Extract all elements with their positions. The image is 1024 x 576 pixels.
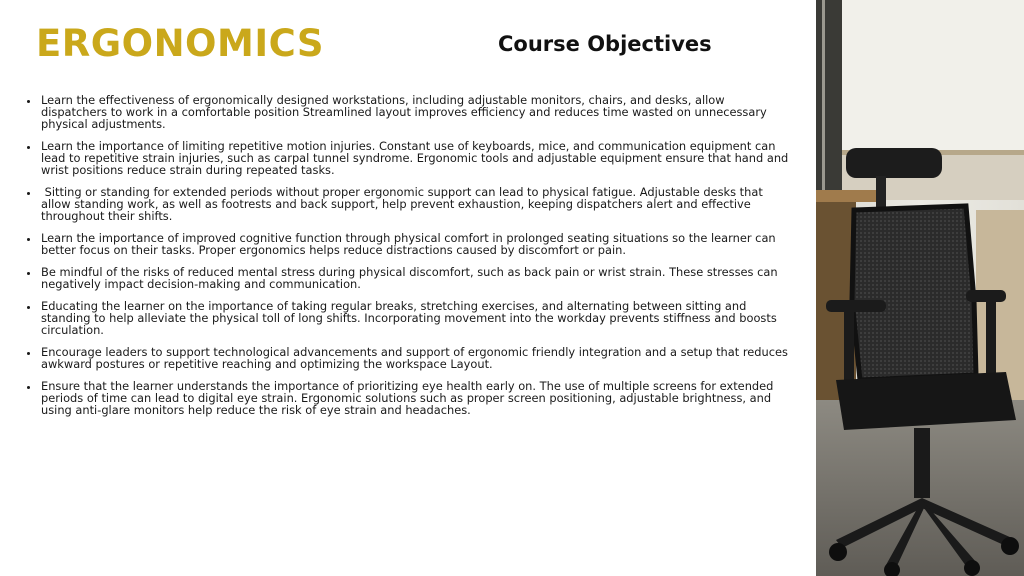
section-heading: Course Objectives bbox=[498, 32, 712, 56]
objective-item: • Learn the importance of limiting repetitive motion injuries. Constant use of keyboards, mice, and communication equipment can lead to repetitive strain injuries, such as carpal tunnel syndrome. Ergonomic tools and adjustable equipment ensure that hand and wrist positions reduce strain during repeated tasks. bbox=[40, 140, 792, 176]
objective-item: • Encourage leaders to support technological advancements and support of ergonomic friendly integration and a setup that reduces awkward postures or repetitive reaching and optimizing the workspace Layout. bbox=[40, 346, 792, 370]
objective-item: • Learn the effectiveness of ergonomically designed workstations, including adjustable monitors, chairs, and desks, allow dispatchers to work in a comfortable position Streamlined layout improves efficiency and reduces time wasted on unnecessary physical adjustments. bbox=[40, 94, 792, 130]
objective-item: • Educating the learner on the importance of taking regular breaks, stretching exercises, and alternating between sitting and standing to help alleviate the physical toll of long shifts. Incorporating movement into the workday prevents stiffness and boosts circulation. bbox=[40, 300, 792, 336]
objective-item: • Learn the importance of improved cognitive function through physical comfort in prolonged seating situations so the learner can better focus on their tasks. Proper ergonomics helps reduce distractions caused by discomfort or pain. bbox=[40, 232, 792, 256]
office-chair-photo bbox=[816, 0, 1024, 576]
objective-item: • Sitting or standing for extended periods without proper ergonomic support can lead to physical fatigue. Adjustable desks that allow standing work, as well as footrests and back support, help prevent exhaustion, keeping dispatchers alert and effective throughout their shifts. bbox=[40, 186, 792, 222]
objectives-list bbox=[22, 94, 792, 426]
objective-item: • Ensure that the learner understands the importance of prioritizing eye health early on. The use of multiple screens for extended periods of time can lead to digital eye strain. Ergonomic solutions such as proper screen positioning, adjustable brightness, and using anti-glare monitors help reduce the risk of eye strain and headaches. bbox=[40, 380, 792, 416]
brand-title: ERGONOMICS bbox=[36, 22, 325, 65]
objective-item: • Be mindful of the risks of reduced mental stress during physical discomfort, such as back pain or wrist strain. These stresses can negatively impact decision-making and communication. bbox=[40, 266, 792, 290]
